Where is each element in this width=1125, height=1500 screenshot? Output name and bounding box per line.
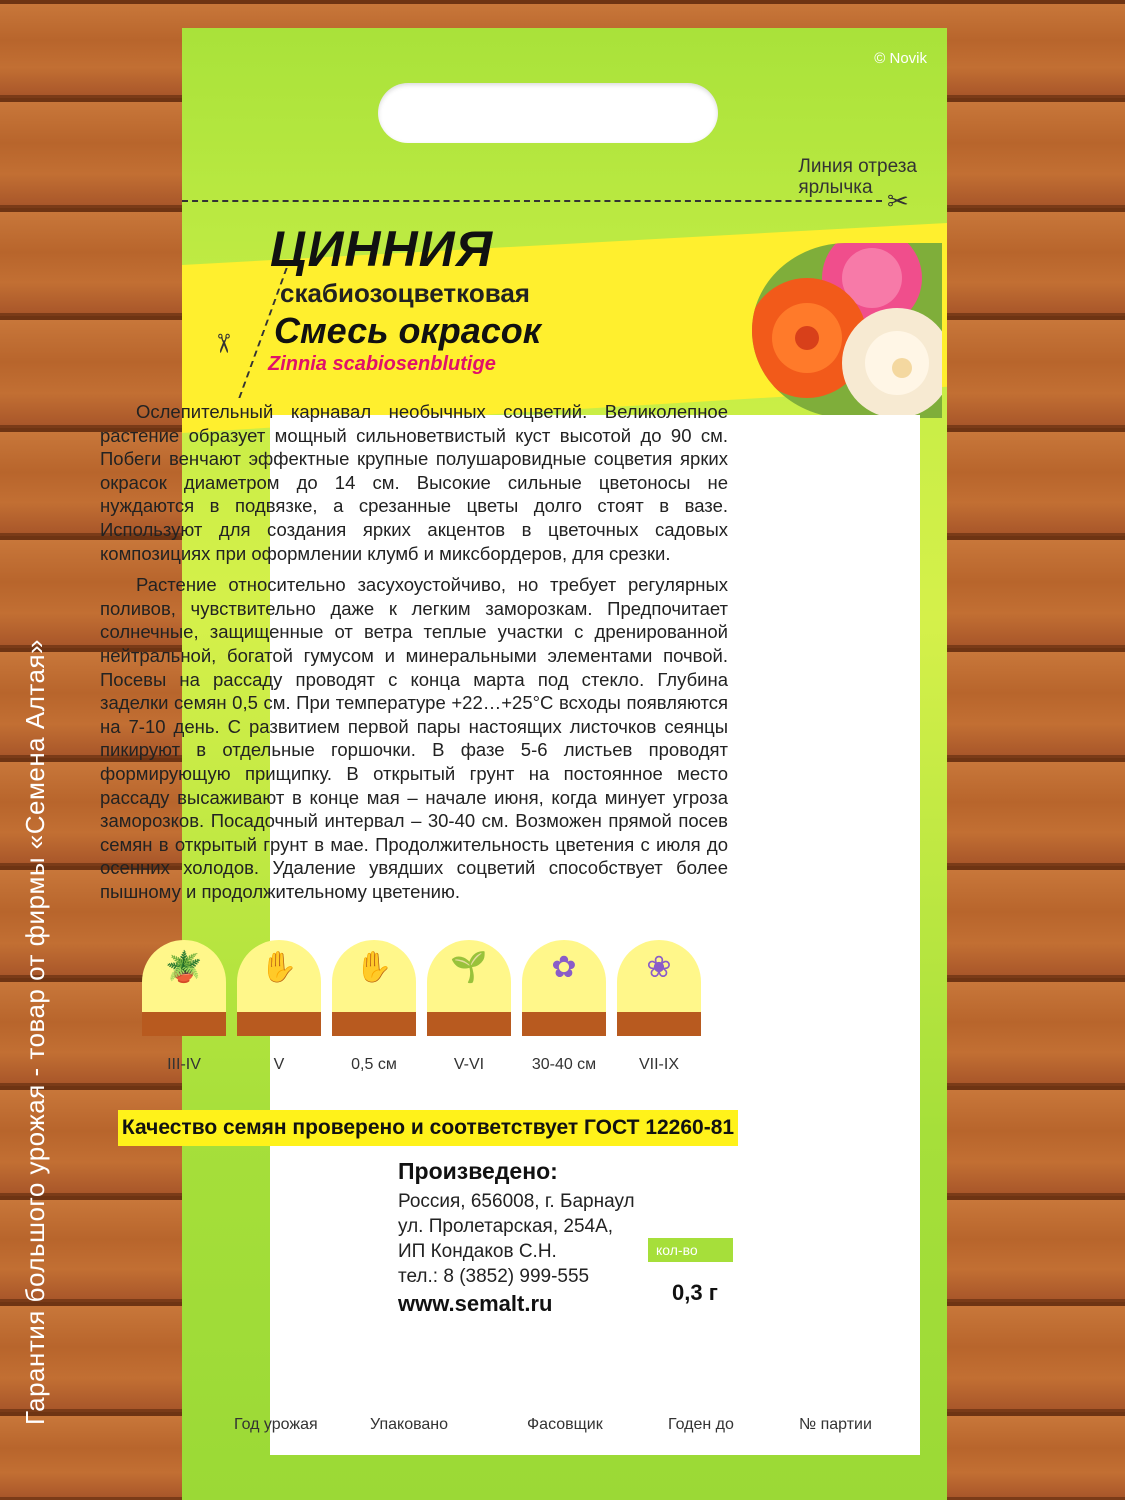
calendar-step-label: III-IV	[167, 1056, 201, 1073]
calendar-step-label: V	[273, 1056, 285, 1073]
producer-line: ИП Кондаков С.Н.	[398, 1241, 557, 1262]
quantity-label: кол-во	[648, 1238, 733, 1262]
calendar-step	[237, 940, 322, 1090]
seed-depth-icon: ✋	[355, 951, 393, 984]
cut-line-label: Линия отреза ярлычка	[798, 156, 917, 198]
producer-heading: Произведено:	[398, 1158, 558, 1184]
producer-website: www.semalt.ru	[398, 1291, 553, 1316]
flower-photo	[752, 243, 942, 418]
calendar-step	[427, 940, 512, 1090]
producer-phone: тел.: 8 (3852) 999-555	[398, 1266, 590, 1287]
calendar-step-label: 0,5 см	[351, 1056, 397, 1073]
description-paragraph: Ослепительный карнавал необычных соцветий. Великолепное растение образует мощный сильноветвистый куст высотой до 90 см. Побеги венчают эффектные крупные полушаровидные соцветия ярких окрасок диаметром до 14 см. Высокие сильные цветоносы не нуждаются в подвязке, а срезанные цветы долго стоят в вазе. Используют для создания ярких акцентов в цветочных садовых композициях при оформлении клумб и миксбордеров, для срезки.	[100, 401, 728, 564]
description-paragraph: Растение относительно засухоустойчиво, но требует регулярных поливов, чувствительно даже к легким заморозкам. Предпочитает солнечные, защищенные от ветра теплые участки с дренированной нейтральной, богатой гумусом и минеральными элементами почвой. Посевы на рассаду проводят с конца марта под стекло. Глубина заделки семян 0,5 см. При температуре +22…+25°C всходы появляются на 7-10 день. С развитием первой пары настоящих листочков сеянцы пикируют в отдельные горшочки. В фазе 5-6 листьев проводят формирующую прищипку. В открытый грунт на постоянное место рассаду высаживают в конце мая – начале июня, когда минует угроза заморозков. Посадочный интервал – 30-40 см. Возможен прямой посев семян в открытый грунт в мае. Продолжительность цветения с июля до осенних холодов. Удаление увядших соцветий способствует более пышному и продолжительному цветению.	[100, 574, 728, 902]
flowering-icon: ❀	[646, 951, 672, 984]
product-title: ЦИННИЯ	[270, 221, 494, 277]
field-expiry: Годен до	[668, 1416, 734, 1433]
calendar-step-label: 30-40 см	[531, 1056, 597, 1073]
field-harvest-year: Год урожая	[234, 1416, 318, 1433]
pot-sowing-icon: 🪴	[165, 951, 203, 984]
copyright: © Novik	[874, 50, 927, 67]
producer-line: ул. Пролетарская, 254А,	[398, 1216, 614, 1237]
hanging-slot	[378, 83, 718, 143]
packaging-fields	[182, 1416, 947, 1440]
plant-spacing-icon: ✿	[551, 951, 577, 984]
field-batch: № партии	[799, 1416, 872, 1433]
growing-calendar	[142, 940, 702, 1090]
scissors-icon: ✂	[208, 332, 239, 355]
vertical-slogan: Гарантия большого урожая - товар от фирмы «Семена Алтая»	[20, 639, 50, 1425]
description	[100, 400, 728, 911]
calendar-step	[332, 940, 417, 1090]
hand-sowing-icon: ✋	[260, 951, 298, 984]
zinnia-flowers-image	[752, 243, 942, 418]
latin-name: Zinnia scabiosenblutige	[268, 353, 496, 375]
product-subtitle: скабиозоцветковая	[280, 278, 530, 308]
field-packer: Фасовщик	[527, 1416, 603, 1433]
calendar-step	[142, 940, 227, 1090]
quantity-value: 0,3 г	[672, 1280, 718, 1305]
calendar-step	[617, 940, 702, 1090]
field-packed: Упаковано	[370, 1416, 449, 1433]
product-variety: Смесь окрасок	[274, 310, 541, 351]
quality-banner: Качество семян проверено и соответствует ГОСТ 12260-81	[118, 1110, 738, 1146]
calendar-step	[522, 940, 607, 1090]
calendar-step-label: V-VI	[453, 1056, 485, 1073]
cut-line	[182, 200, 882, 202]
seedling-transplant-icon: 🌱	[450, 951, 488, 984]
scissors-icon: ✂	[887, 186, 909, 216]
producer-line: Россия, 656008, г. Барнаул	[398, 1191, 635, 1212]
calendar-step-label: VII-IX	[638, 1056, 679, 1073]
